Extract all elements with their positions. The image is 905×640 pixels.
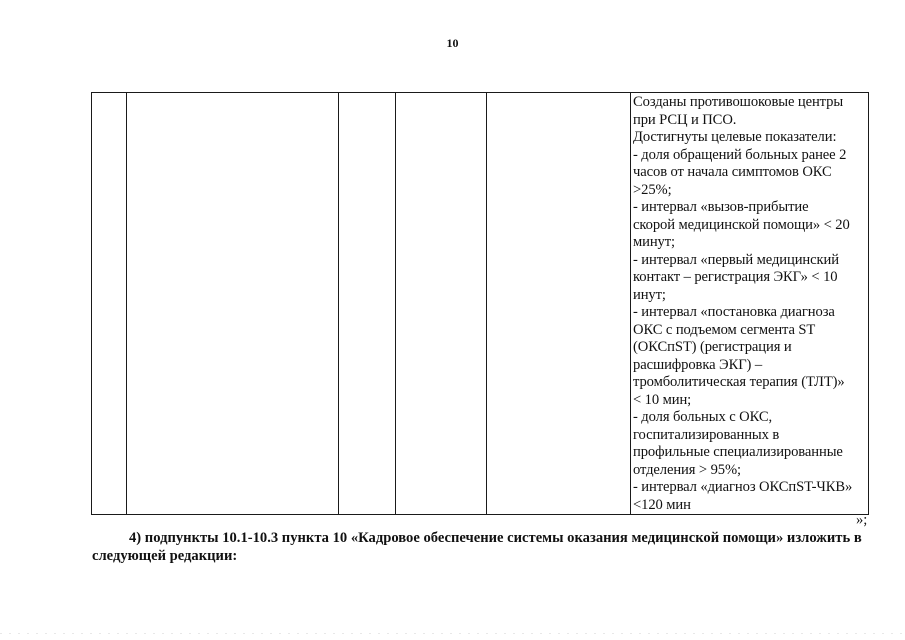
table-cell-results xyxy=(631,93,869,515)
results-line: - интервал «первый медицинский xyxy=(633,251,839,268)
table-cell-2 xyxy=(127,93,339,515)
results-line: - интервал «вызов-прибытие xyxy=(633,199,809,215)
results-line: тромболитическая терапия (ТЛТ)» xyxy=(633,374,845,390)
results-line: минут; xyxy=(633,234,675,250)
paragraph-line-1: 4) подпункты 10.1-10.3 пункта 10 «Кадровое обеспечение системы оказания медицинской помощи» изложить в xyxy=(129,530,862,546)
results-line: скорой медицинской помощи» < 20 xyxy=(633,216,850,233)
results-line: часов от начала симптомов ОКС xyxy=(633,164,832,180)
table-cell-3 xyxy=(339,93,396,515)
results-line: - доля больных с ОКС, xyxy=(633,409,773,425)
results-line: ОКС с подъемом сегмента ST xyxy=(633,321,816,338)
results-line: - интервал «диагноз ОКСпST-ЧКВ» xyxy=(633,479,853,495)
results-line: контакт – регистрация ЭКГ» < 10 xyxy=(633,269,838,285)
scan-artifact-line xyxy=(0,633,905,634)
paragraph-line-2: следующей редакции: xyxy=(92,548,238,564)
table-row xyxy=(92,93,869,515)
results-line: инут; xyxy=(633,286,666,303)
table-cell-5 xyxy=(487,93,631,515)
results-line: госпитализированных в xyxy=(633,426,780,443)
results-line: (ОКСпST) (регистрация и xyxy=(633,339,792,355)
results-line: Созданы противошоковые центры xyxy=(633,94,844,110)
results-line: <120 мин xyxy=(633,496,691,513)
results-text xyxy=(631,93,868,514)
document-table xyxy=(91,92,869,515)
results-line: профильные специализированные xyxy=(633,444,843,460)
results-line: - интервал «постановка диагноза xyxy=(633,304,835,320)
table-cell-4 xyxy=(396,93,487,515)
results-line: < 10 мин; xyxy=(633,391,692,408)
results-line: отделения > 95%; xyxy=(633,461,742,478)
results-line: - доля обращений больных ранее 2 xyxy=(633,146,847,163)
results-line: >25%; xyxy=(633,181,672,198)
results-line: Достигнуты целевые показатели: xyxy=(633,129,837,145)
table-cell-1 xyxy=(92,93,127,515)
results-line: при РСЦ и ПСО. xyxy=(633,111,737,128)
closing-quote-mark: »; xyxy=(856,512,868,528)
results-line: расшифровка ЭКГ) – xyxy=(633,356,763,373)
page-number: 10 xyxy=(446,36,459,50)
amendment-paragraph xyxy=(92,529,862,565)
